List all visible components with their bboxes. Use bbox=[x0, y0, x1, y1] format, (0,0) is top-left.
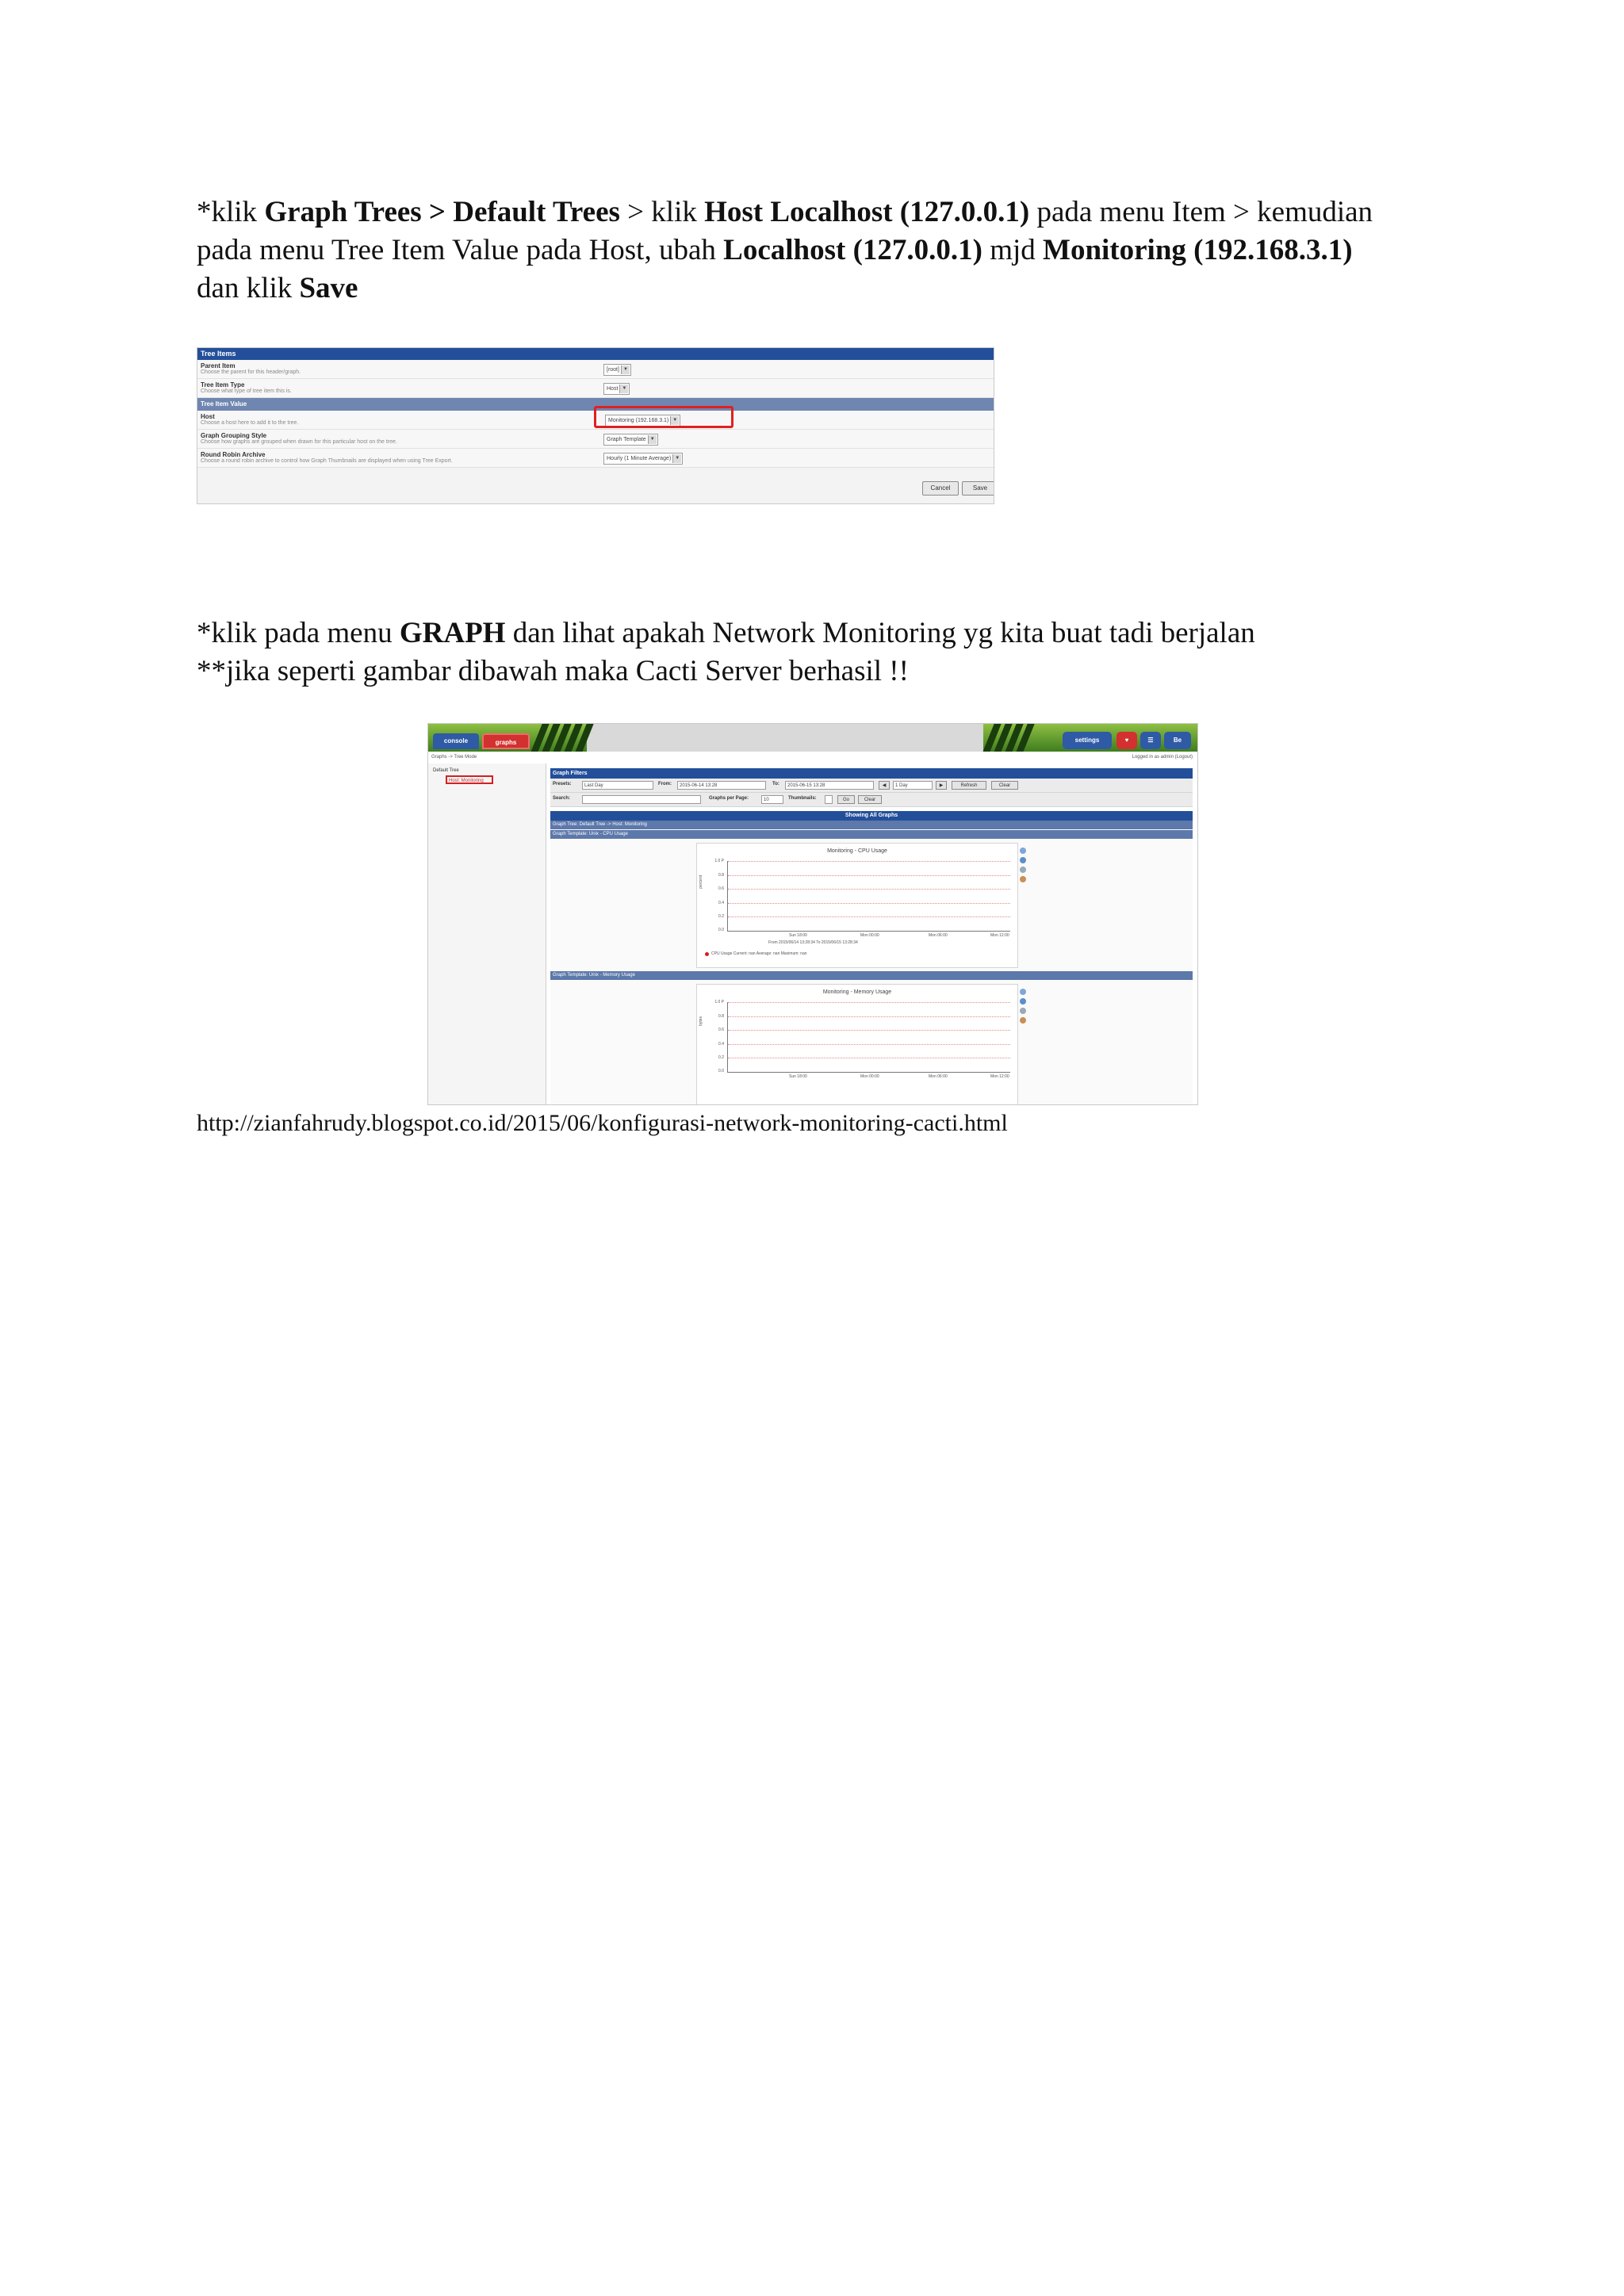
rra-select[interactable] bbox=[603, 453, 683, 465]
tree-band: Graph Tree: Default Tree -> Host: Monitoring bbox=[550, 821, 1193, 829]
tree-item-form-screenshot bbox=[197, 347, 994, 504]
tree-panel bbox=[428, 763, 546, 1104]
graph-memory-usage[interactable] bbox=[696, 984, 1018, 1105]
tree-item-value-subheader: Tree Item Value bbox=[197, 398, 994, 411]
gridline bbox=[728, 1002, 1010, 1003]
select-value: Monitoring (192.168.3.1) bbox=[608, 418, 669, 423]
filter-row-time bbox=[550, 779, 1193, 793]
y-tick: 0.8 bbox=[718, 1014, 724, 1019]
chevron-down-icon: ▼ bbox=[621, 365, 630, 374]
csv-export-icon[interactable] bbox=[1020, 857, 1026, 863]
instruction-paragraph-2 bbox=[197, 614, 1386, 691]
y-tick: 1.0 P bbox=[714, 1000, 724, 1004]
select-value: Hourly (1 Minute Average) bbox=[607, 456, 672, 461]
field-description: Choose a host here to add it to the tree. bbox=[201, 420, 299, 426]
cancel-button[interactable]: Cancel bbox=[922, 481, 959, 496]
y-tick: 0.0 bbox=[718, 1069, 724, 1073]
per-page-label: Graphs per Page: bbox=[709, 796, 749, 801]
template-band-cpu: Graph Template: Unix - CPU Usage bbox=[550, 830, 1193, 839]
bold-text: Monitoring (192.168.3.1) bbox=[1043, 234, 1353, 266]
properties-icon[interactable] bbox=[1020, 1017, 1026, 1024]
y-tick: 0.6 bbox=[718, 1027, 724, 1032]
select-value: Host bbox=[607, 386, 619, 392]
x-tick: Sun 18:00 bbox=[789, 1074, 807, 1079]
heart-icon: ♥ bbox=[1124, 737, 1129, 744]
graph-title: Monitoring - Memory Usage bbox=[822, 989, 892, 995]
to-date-input[interactable]: 2015-06-15 13:28 bbox=[785, 781, 874, 790]
per-page-select[interactable]: 10 bbox=[761, 795, 783, 804]
from-label: From: bbox=[658, 782, 672, 786]
gridline bbox=[728, 916, 1010, 917]
search-label: Search: bbox=[553, 796, 571, 801]
graph-date-range: From 2015/06/14 13:28:34 To 2015/06/15 13:28:34 bbox=[768, 940, 858, 945]
top-bar-center bbox=[587, 724, 983, 752]
refresh-button[interactable]: Refresh bbox=[952, 781, 986, 790]
showing-all-graphs-header: Showing All Graphs bbox=[550, 811, 1193, 821]
text: *klik pada menu bbox=[197, 617, 393, 649]
list-icon: ☰ bbox=[1147, 737, 1154, 744]
y-tick: 0.2 bbox=[718, 1055, 724, 1060]
bold-text: GRAPH bbox=[399, 617, 506, 649]
tab-graphs[interactable]: graphs bbox=[482, 733, 530, 749]
edit-graph-icon[interactable] bbox=[1020, 867, 1026, 873]
chevron-down-icon: ▼ bbox=[672, 454, 681, 463]
y-axis-label: percent bbox=[699, 875, 703, 889]
instruction-paragraph-1 bbox=[197, 193, 1386, 308]
filter-row-search bbox=[550, 793, 1193, 807]
presets-label: Presets: bbox=[553, 782, 572, 786]
field-label: Round Robin Archive bbox=[201, 451, 266, 458]
field-label: Parent Item bbox=[201, 362, 236, 369]
legend-swatch bbox=[705, 952, 709, 956]
presets-select[interactable]: Last Day bbox=[582, 781, 653, 790]
graph-legend: CPU Usage Current: nan Average: nan Maximum: nan bbox=[711, 951, 807, 956]
select-value: Graph Template bbox=[607, 437, 646, 442]
from-date-input[interactable]: 2015-06-14 13:28 bbox=[677, 781, 766, 790]
settings-button[interactable]: settings bbox=[1063, 732, 1112, 749]
form-row-tree-item-type bbox=[197, 379, 994, 398]
tree-root-item[interactable]: Default Tree bbox=[433, 768, 459, 773]
select-value: [root] bbox=[607, 367, 619, 373]
template-band-memory: Graph Template: Unix - Memory Usage bbox=[550, 971, 1193, 980]
y-tick: 0.6 bbox=[718, 886, 724, 891]
zoom-graph-icon[interactable] bbox=[1020, 989, 1026, 995]
gridline bbox=[728, 861, 1010, 862]
save-button[interactable]: Save bbox=[962, 481, 994, 496]
text: pada menu Item > kemudian pada menu Tree Item Value pada Host, ubah bbox=[197, 196, 1373, 266]
gridline bbox=[728, 1016, 1010, 1017]
cacti-top-bar bbox=[428, 724, 1197, 752]
timespan-select[interactable]: 1 Day bbox=[893, 781, 933, 790]
y-tick: 0.4 bbox=[718, 901, 724, 905]
y-tick: 0.4 bbox=[718, 1042, 724, 1047]
zoom-button[interactable] bbox=[1116, 732, 1137, 749]
parent-item-select[interactable] bbox=[603, 364, 631, 376]
preview-button[interactable]: Be bbox=[1164, 732, 1191, 749]
x-tick: Mon 12:00 bbox=[990, 1074, 1009, 1079]
zoom-graph-icon[interactable] bbox=[1020, 848, 1026, 854]
bold-text: Graph Trees > Default Trees bbox=[264, 196, 620, 228]
properties-icon[interactable] bbox=[1020, 876, 1026, 882]
graph-filters-header: Graph Filters bbox=[550, 768, 1193, 779]
gridline bbox=[728, 889, 1010, 890]
field-label: Host bbox=[201, 413, 215, 420]
tree-items-header: Tree Items bbox=[197, 348, 994, 360]
x-tick: Sun 18:00 bbox=[789, 933, 807, 938]
gridline bbox=[728, 1030, 1010, 1031]
gridline bbox=[728, 875, 1010, 876]
go-button[interactable]: Go bbox=[837, 795, 855, 804]
csv-export-icon[interactable] bbox=[1020, 998, 1026, 1004]
graph-cpu-usage[interactable] bbox=[696, 843, 1018, 968]
thumbnails-checkbox[interactable] bbox=[825, 795, 833, 804]
x-tick: Mon 06:00 bbox=[929, 1074, 948, 1079]
graph-grouping-select[interactable] bbox=[603, 434, 658, 446]
clear-search-button[interactable]: Clear bbox=[858, 795, 882, 804]
text: > klik bbox=[627, 196, 697, 228]
plot-area bbox=[727, 861, 1010, 932]
x-tick: Mon 00:00 bbox=[860, 933, 879, 938]
tree-node-host-monitoring[interactable]: Host: Monitoring bbox=[446, 775, 493, 784]
plot-area bbox=[727, 1002, 1010, 1073]
y-tick: 0.2 bbox=[718, 914, 724, 919]
x-tick: Mon 12:00 bbox=[990, 933, 1009, 938]
text: *klik bbox=[197, 196, 258, 228]
field-label: Tree Item Type bbox=[201, 381, 245, 388]
graph-title: Monitoring - CPU Usage bbox=[827, 848, 887, 854]
to-label: To: bbox=[772, 782, 779, 786]
thumbnails-label: Thumbnails: bbox=[788, 796, 817, 801]
chevron-down-icon: ▼ bbox=[670, 416, 679, 425]
text: mjd bbox=[990, 234, 1036, 266]
bold-text: Save bbox=[299, 272, 358, 304]
form-row-graph-grouping-style bbox=[197, 430, 994, 449]
y-axis-label: bytes bbox=[699, 1016, 703, 1026]
chevron-right-icon: ▶ bbox=[939, 783, 944, 788]
edit-graph-icon[interactable] bbox=[1020, 1008, 1026, 1014]
field-description: Choose a round robin archive to control how Graph Thumbnails are displayed when using Tree Export. bbox=[201, 458, 453, 464]
x-tick: Mon 00:00 bbox=[860, 1074, 879, 1079]
gridline bbox=[728, 1044, 1010, 1045]
text: dan lihat apakah Network Monitoring yg kita buat tadi berjalan bbox=[512, 617, 1255, 649]
field-label: Graph Grouping Style bbox=[201, 432, 267, 439]
red-highlight-box bbox=[594, 406, 733, 428]
shift-left-button[interactable] bbox=[879, 781, 890, 790]
logged-in-status: Logged in as admin (Logout) bbox=[1132, 755, 1193, 760]
search-input[interactable] bbox=[582, 795, 701, 804]
chevron-left-icon: ◀ bbox=[882, 783, 887, 788]
y-tick: 0.8 bbox=[718, 873, 724, 878]
chevron-down-icon: ▼ bbox=[648, 435, 657, 444]
y-tick: 0.0 bbox=[718, 928, 724, 932]
bold-text: Host Localhost (127.0.0.1) bbox=[704, 196, 1030, 228]
field-description: Choose what type of tree item this is. bbox=[201, 388, 292, 394]
text: dan klik bbox=[197, 272, 293, 304]
tree-item-type-select[interactable] bbox=[603, 383, 630, 395]
source-url: http://zianfahrudy.blogspot.co.id/2015/06/konfigurasi-network-monitoring-cacti.html bbox=[197, 1110, 1008, 1136]
gridline bbox=[728, 903, 1010, 904]
y-tick: 1.0 P bbox=[714, 859, 724, 863]
field-description: Choose the parent for this header/graph. bbox=[201, 369, 301, 375]
field-description: Choose how graphs are grouped when drawn for this particular host on the tree. bbox=[201, 439, 397, 445]
text: **jika seperti gambar dibawah maka Cacti Server berhasil !! bbox=[197, 655, 909, 687]
list-view-button[interactable] bbox=[1140, 732, 1161, 749]
x-tick: Mon 06:00 bbox=[929, 933, 948, 938]
breadcrumb: Graphs -> Tree Mode bbox=[431, 755, 477, 760]
shift-right-button[interactable] bbox=[936, 781, 947, 790]
bold-text: Localhost (127.0.0.1) bbox=[723, 234, 982, 266]
chevron-down-icon: ▼ bbox=[619, 385, 628, 393]
form-row-parent-item bbox=[197, 360, 994, 379]
form-row-round-robin-archive bbox=[197, 449, 994, 468]
clear-button[interactable]: Clear bbox=[991, 781, 1018, 790]
tab-console[interactable]: console bbox=[433, 733, 479, 749]
cacti-graphs-screenshot bbox=[427, 723, 1198, 1105]
